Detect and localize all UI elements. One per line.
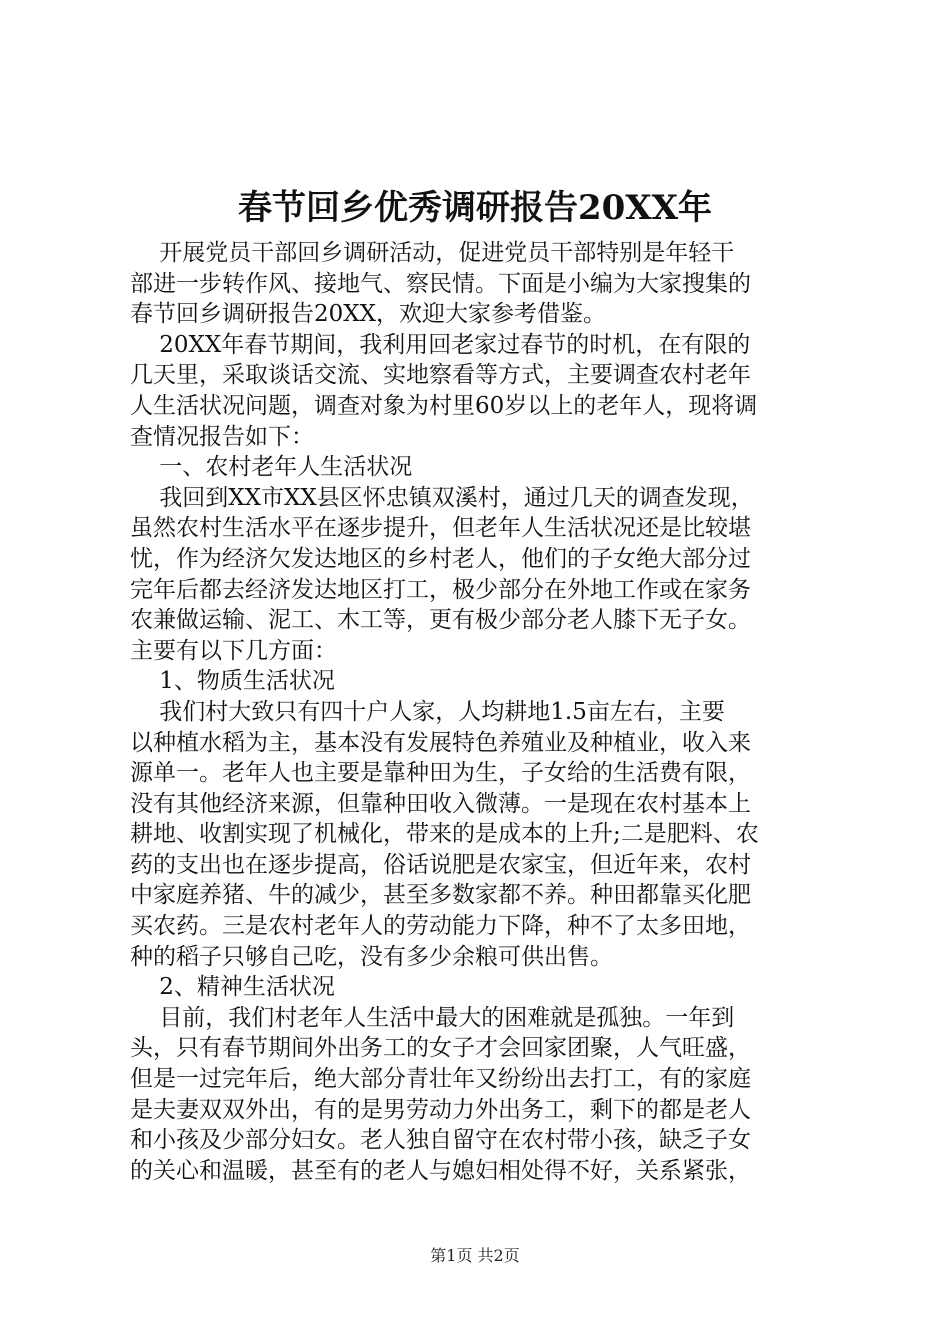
body-line: 种的稻子只够自己吃，没有多少余粮可供出售。 <box>130 943 613 970</box>
body-line: 买农药。三是农村老年人的劳动能力下降，种不了太多田地， <box>130 913 751 940</box>
body-line: 20XX年春节期间，我利用回老家过春节的时机，在有限的 <box>130 331 751 358</box>
body-line: 中家庭养猪、牛的减少，甚至多数家都不养。种田都靠买化肥 <box>130 882 751 909</box>
body-line: 以种植水稻为主，基本没有发展特色养殖业及种植业，收入来 <box>130 729 751 756</box>
body-line: 但是一过完年后，绝大部分青壮年又纷纷出去打工，有的家庭 <box>130 1066 751 1093</box>
body-line: 我回到XX市XX县区怀忠镇双溪村，通过几天的调查发现， <box>130 484 754 511</box>
body-line: 忧，作为经济欠发达地区的乡村老人，他们的子女绝大部分过 <box>130 545 751 572</box>
body-line: 耕地、收割实现了机械化，带来的是成本的上升;二是肥料、农 <box>130 821 759 848</box>
body-line: 药的支出也在逐步提高，俗话说肥是农家宝，但近年来，农村 <box>130 851 751 878</box>
body-line: 春节回乡调研报告20XX，欢迎大家参考借鉴。 <box>130 301 607 328</box>
body-line: 几天里，采取谈话交流、实地察看等方式，主要调查农村老年 <box>130 362 751 389</box>
body-line: 部进一步转作风、接地气、察民情。下面是小编为大家搜集的 <box>130 270 751 297</box>
body-line: 和小孩及少部分妇女。老人独自留守在农村带小孩，缺乏子女 <box>130 1127 751 1154</box>
body-line: 1、物质生活状况 <box>130 668 335 695</box>
body-line: 人生活状况问题，调查对象为村里60岁以上的老年人，现将调 <box>130 392 758 419</box>
document-title: 春节回乡优秀调研报告20XX年 <box>237 188 713 228</box>
body-line: 的关心和温暖，甚至有的老人与媳妇相处得不好，关系紧张， <box>130 1157 751 1184</box>
body-line: 开展党员干部回乡调研活动，促进党员干部特别是年轻干 <box>130 240 735 266</box>
body-line: 一、农村老年人生活状况 <box>130 454 413 481</box>
page-footer: 第1页 共2页 <box>430 1246 520 1265</box>
body-line: 没有其他经济来源，但靠种田收入微薄。一是现在农村基本上 <box>130 790 751 817</box>
body-line: 虽然农村生活水平在逐步提升，但老年人生活状况还是比较堪 <box>130 515 751 542</box>
body-line: 源单一。老年人也主要是靠种田为生，子女给的生活费有限， <box>130 760 751 787</box>
body-line: 主要有以下几方面： <box>130 637 337 664</box>
body-line: 农兼做运输、泥工、木工等，更有极少部分老人膝下无子女。 <box>130 607 751 634</box>
body-line: 查情况报告如下： <box>130 423 314 450</box>
body-line: 完年后都去经济发达地区打工，极少部分在外地工作或在家务 <box>130 576 751 603</box>
body-line: 2、精神生活状况 <box>130 974 335 1001</box>
body-line: 我们村大致只有四十户人家，人均耕地1.5亩左右，主要 <box>130 698 725 725</box>
body-line: 是夫妻双双外出，有的是男劳动力外出务工，剩下的都是老人 <box>130 1096 751 1123</box>
body-line: 头，只有春节期间外出务工的女子才会回家团聚，人气旺盛， <box>130 1035 751 1062</box>
body-line: 目前，我们村老年人生活中最大的困难就是孤独。一年到 <box>130 1004 735 1031</box>
document-body <box>130 238 830 1186</box>
